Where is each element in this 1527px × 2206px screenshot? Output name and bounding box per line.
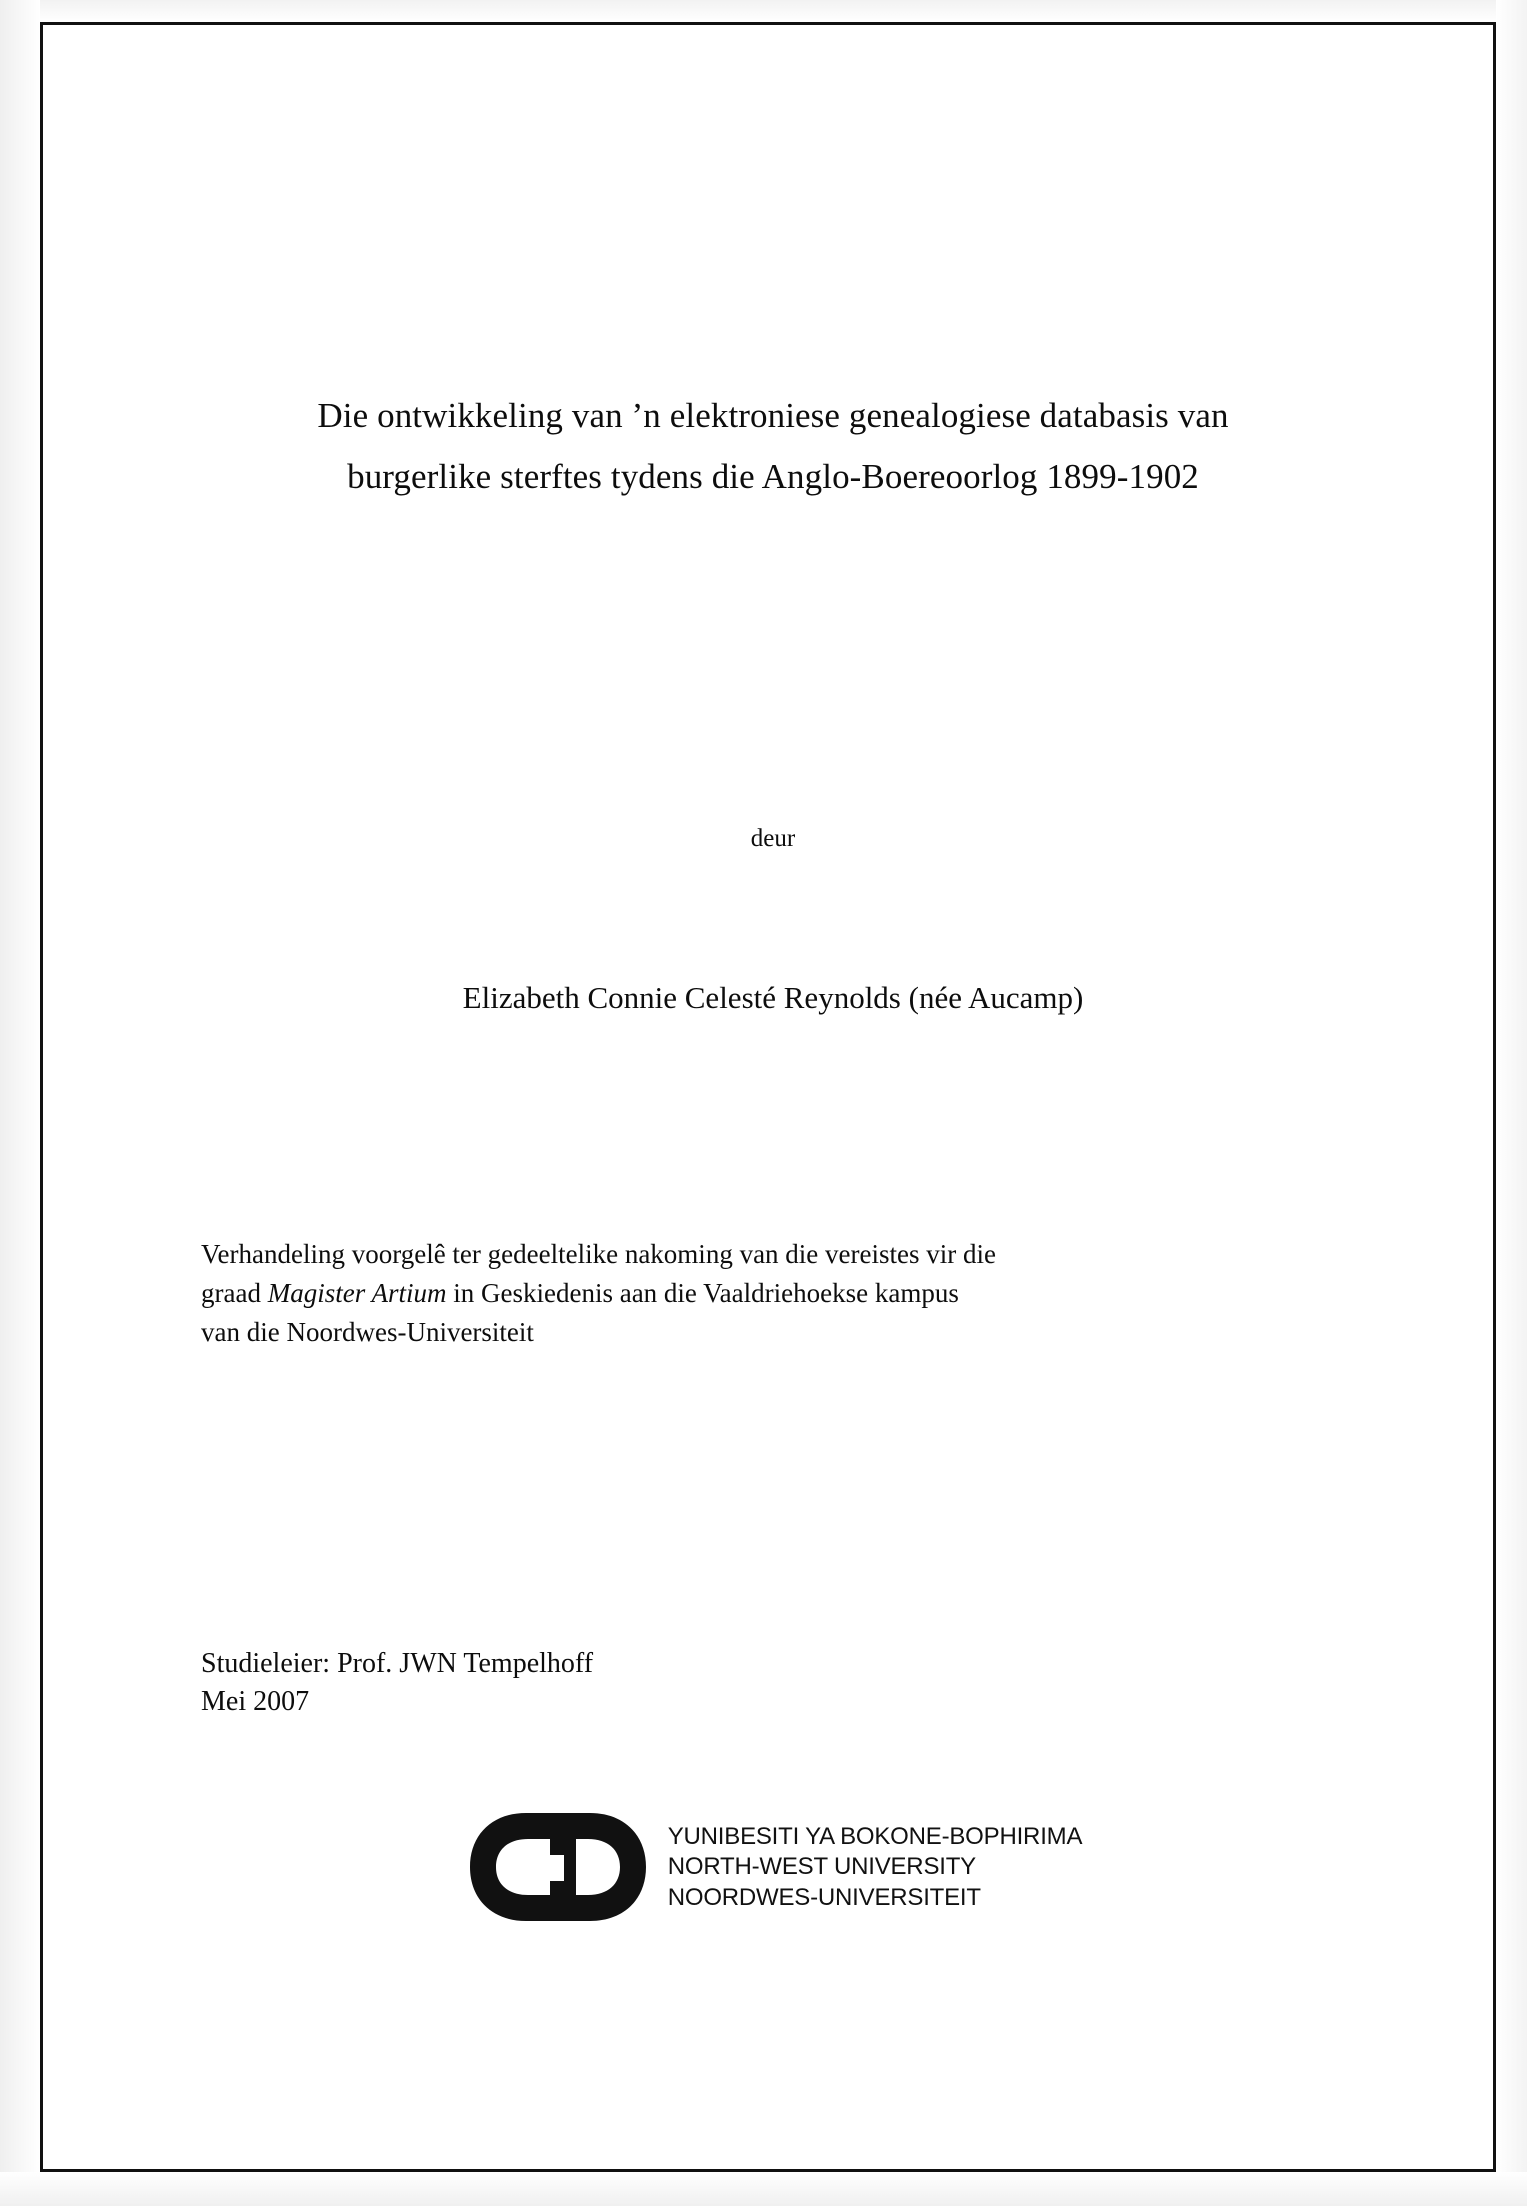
scan-edge-bottom: [0, 2172, 1527, 2206]
degree-statement-line-3: van die Noordwes-Universiteit: [201, 1317, 534, 1348]
logo-line-2: NORTH-WEST UNIVERSITY: [667, 1853, 976, 1881]
degree-statement: [201, 1235, 1346, 1352]
by-label: deur: [750, 825, 796, 852]
submission-date: Mei 2007: [201, 1685, 310, 1717]
title-page-content: [193, 25, 1353, 2169]
degree-statement-line-2-prefix: graad: [201, 1278, 268, 1309]
logo-line-1: YUNIBESITI YA BOKONE-BOPHIRIMA: [667, 1823, 1083, 1851]
degree-statement-line-2-suffix: in Geskiedenis aan die Vaaldriehoekse kampus: [446, 1278, 959, 1309]
author-name: Elizabeth Connie Celesté Reynolds (née Aucamp): [462, 980, 1084, 1015]
title-page-border: [40, 22, 1496, 2172]
degree-name: Magister Artium: [267, 1278, 447, 1309]
title-line-2: burgerlike sterftes tydens die Anglo-Boereoorlog 1899-1902: [347, 457, 1199, 497]
university-logo-text: [668, 1822, 1083, 1913]
university-logo: [193, 1805, 1353, 1930]
supervisor-name: Studieleier: Prof. JWN Tempelhoff: [201, 1648, 594, 1679]
supervisor-block: [201, 1645, 1201, 1721]
title-line-1: Die ontwikkeling van ’n elektroniese genealogiese databasis van: [317, 396, 1229, 435]
logo-line-3: NOORDWES-UNIVERSITEIT: [667, 1883, 981, 1911]
degree-statement-line-1: Verhandeling voorgelê ter gedeeltelike nakoming van die vereistes vir die: [201, 1239, 996, 1269]
page-title: [193, 385, 1353, 508]
scan-edge-top: [0, 0, 1527, 22]
north-west-university-logo-icon: [464, 1805, 654, 1930]
degree-statement-line-2: [201, 1274, 1346, 1313]
scan-edge-right: [1496, 0, 1527, 2206]
scan-edge-left: [0, 0, 40, 2206]
